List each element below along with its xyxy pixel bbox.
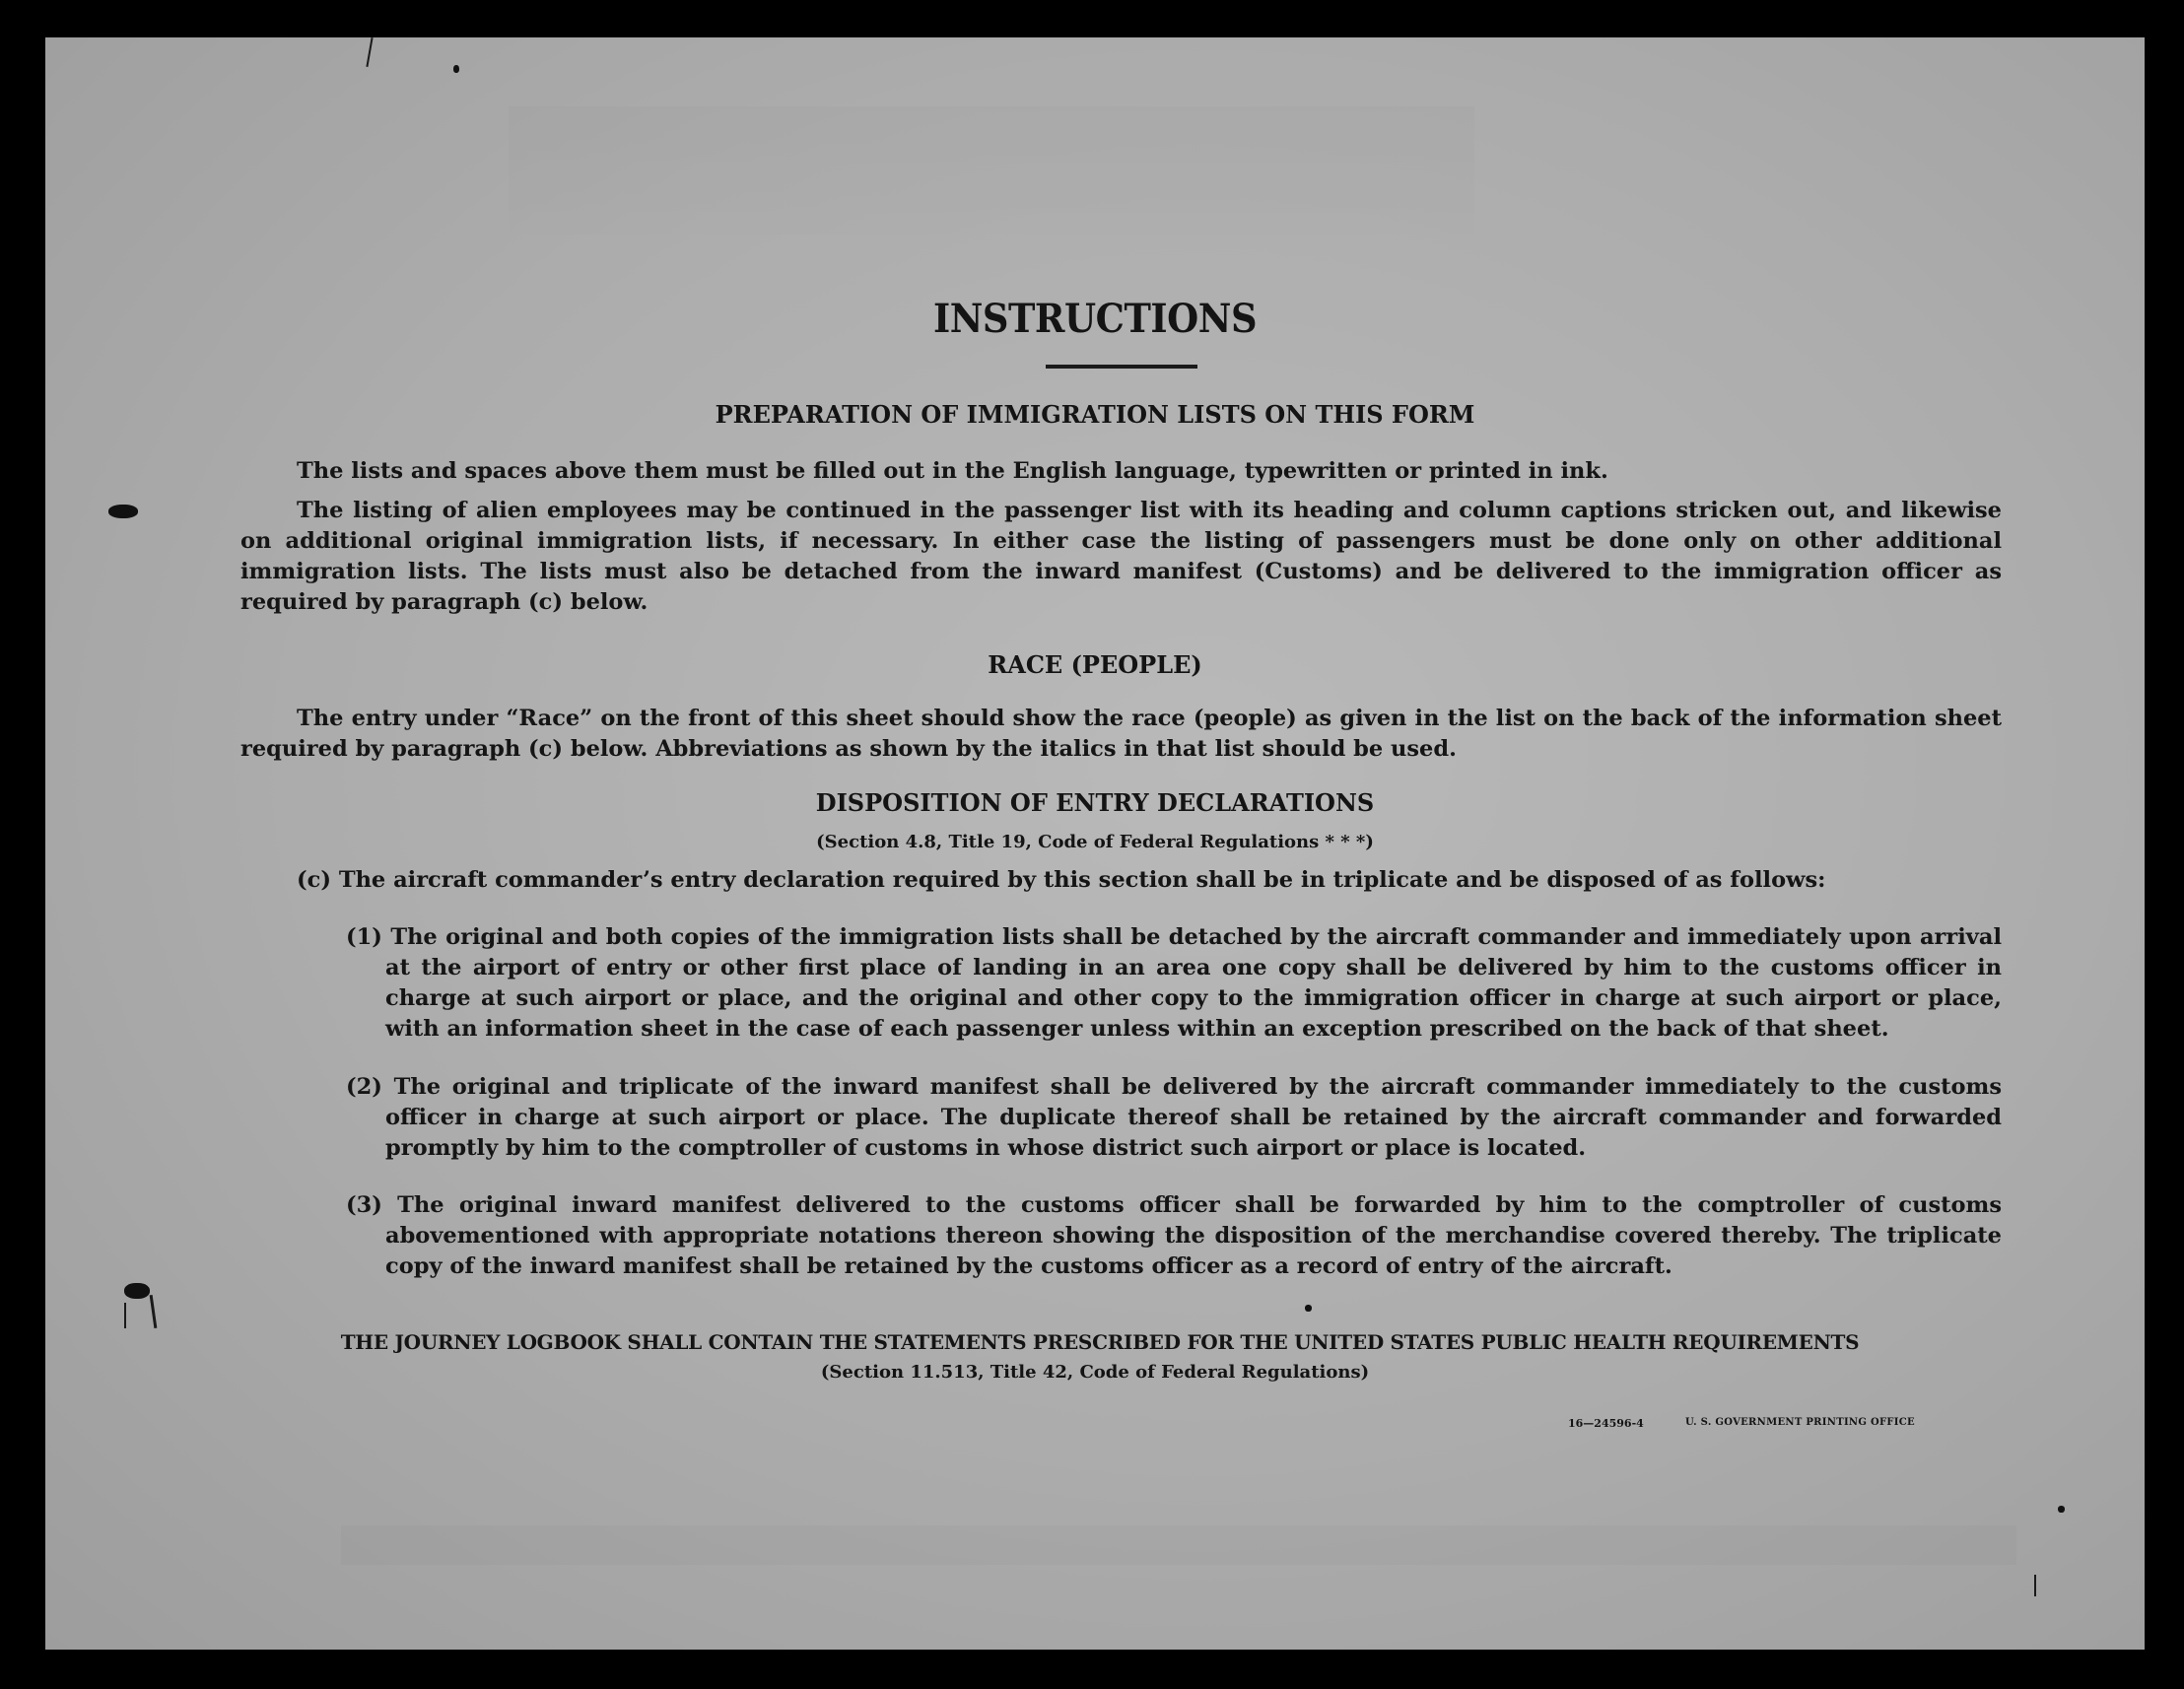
bleed-through-shadow <box>341 1525 2016 1565</box>
scan-blemish <box>1305 1305 1312 1312</box>
scan-blemish <box>124 1283 150 1299</box>
disposition-item-3: (3) The original inward manifest delivered to the customs officer shall be forwarded by him to the comptroller of customs abovementioned with appropriate notations thereon showing the disposition of the merchandise covered thereby. The triplicate copy of the inward manifest shall be retained by the customs officer as a record of entry of the aircraft. <box>346 1192 2002 1279</box>
preparation-paragraph-2: The listing of alien employees may be continued in the passenger list with its heading and column captions stricken out, and likewise on additional original immigration lists, if necessary. In either case the listing of passengers must be done only on other additional immigration lists. The lists must also be detached from the inward manifest (Customs) and be delivered to the immigration officer as required by paragraph (c) below. <box>240 498 2002 615</box>
print-code: 16—24596-4 <box>1568 1417 1644 1430</box>
scan-blemish <box>150 1295 158 1328</box>
footer-health-requirements: THE JOURNEY LOGBOOK SHALL CONTAIN THE STATEMENTS PRESCRIBED FOR THE UNITED STATES PUBLIC HEALTH REQUIREMENTS <box>340 1330 1860 1354</box>
scan-blemish <box>2034 1575 2036 1596</box>
disposition-item-1: (1) The original and both copies of the immigration lists shall be detached by the aircraft commander and immediately upon arrival at the airport of entry or other first place of landing in an area one copy shall be delivered by him to the customs officer in charge at such airport or place, and the original and other copy to the immigration officer in charge at such airport or place, with an information sheet in the case of each passenger unless within an exception prescribed on the back of that sheet. <box>346 924 2002 1042</box>
preparation-heading: PREPARATION OF IMMIGRATION LISTS ON THIS FORM <box>715 400 1475 429</box>
disposition-intro: (c) The aircraft commander’s entry declaration required by this section shall be in triplicate and be disposed of as follows: <box>297 867 1826 893</box>
title-underline <box>1046 365 1197 369</box>
bleed-through-shadow <box>509 106 1474 235</box>
race-paragraph: The entry under “Race” on the front of this sheet should show the race (people) as given in the list on the back of the information sheet required by paragraph (c) below. Abbreviations as shown by the italics in that list should be used. <box>240 706 2002 762</box>
preparation-paragraph-1: The lists and spaces above them must be filled out in the English language, typewritten or printed in ink. <box>297 458 1608 484</box>
footer-regulation-citation: (Section 11.513, Title 42, Code of Federal Regulations) <box>820 1362 1370 1383</box>
scan-blemish <box>108 505 138 518</box>
scan-blemish <box>366 37 373 67</box>
scan-blemish <box>2058 1506 2065 1513</box>
race-heading: RACE (PEOPLE) <box>988 650 1202 679</box>
scan-blemish <box>124 1303 126 1328</box>
printer-imprint: U. S. GOVERNMENT PRINTING OFFICE <box>1685 1417 1915 1428</box>
disposition-heading: DISPOSITION OF ENTRY DECLARATIONS <box>815 788 1375 817</box>
disposition-item-2: (2) The original and triplicate of the inward manifest shall be delivered by the aircraft commander immediately to the customs officer in charge at such airport or place. The duplicate thereof shall be retained by the aircraft commander and forwarded promptly by him to the comptroller of customs in whose district such airport or place is located. <box>346 1074 2002 1161</box>
scanned-document-page <box>45 37 2145 1650</box>
disposition-subheading: (Section 4.8, Title 19, Code of Federal Regulations * * *) <box>816 832 1374 852</box>
page-title: INSTRUCTIONS <box>932 296 1258 342</box>
scan-blemish <box>453 65 459 73</box>
